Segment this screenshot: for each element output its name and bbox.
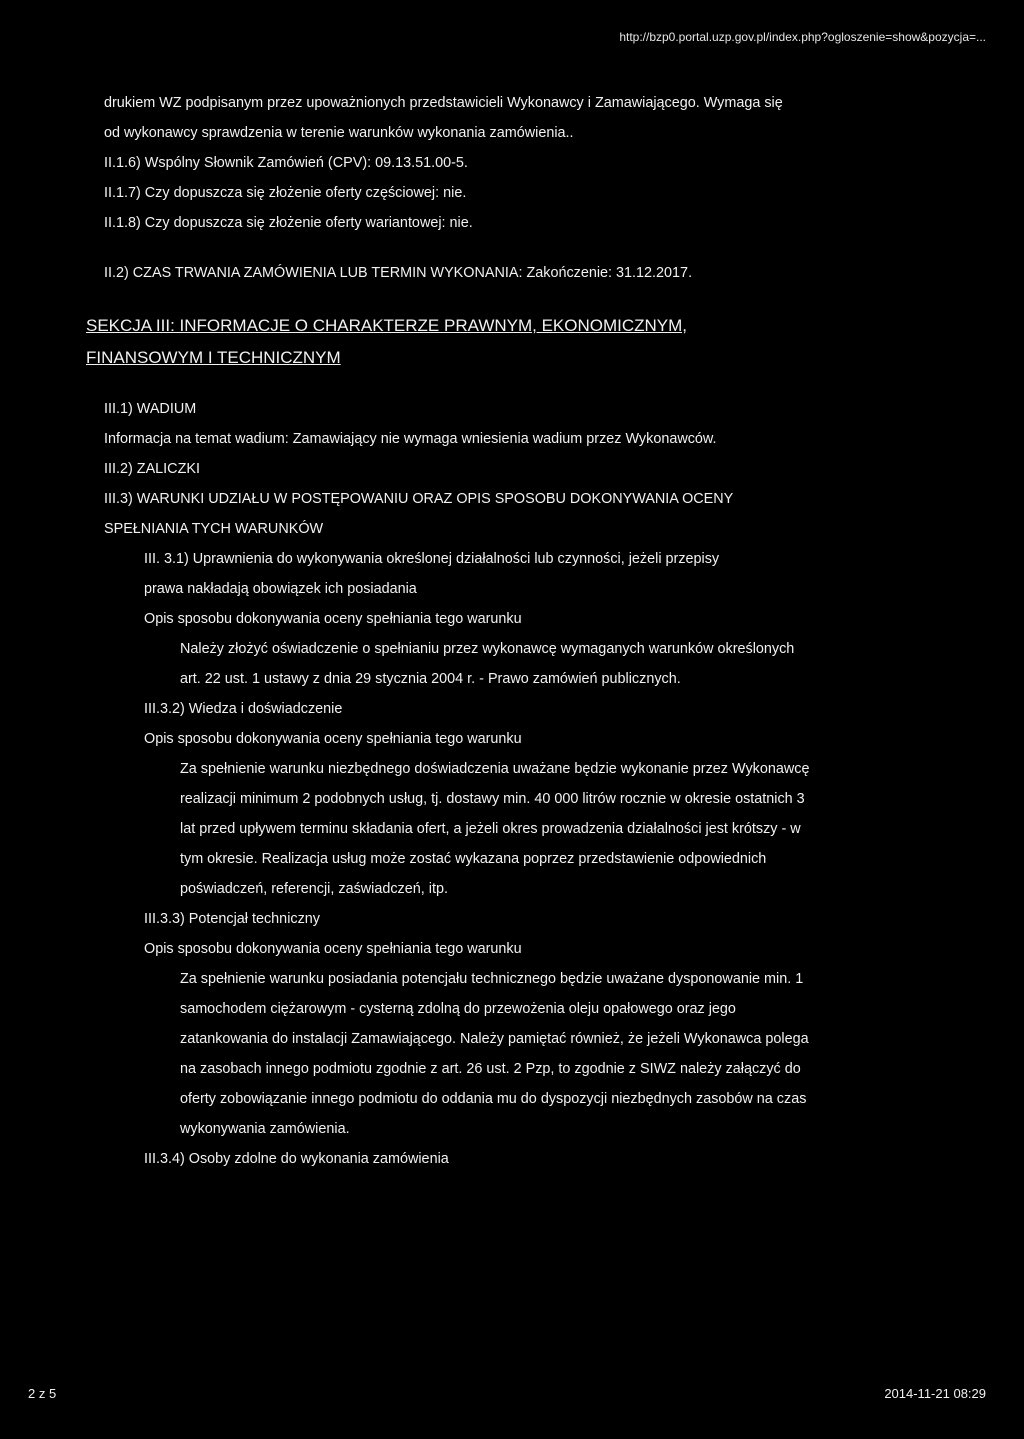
text-line: zatankowania do instalacji Zamawiającego. Należy pamiętać również, że jeżeli Wykonawca polega — [180, 1031, 809, 1047]
text-line: Za spełnienie warunku niezbędnego doświadczenia uważane będzie wykonanie przez Wykonawcę — [180, 761, 810, 777]
page-number: 2 z 5 — [28, 1386, 57, 1401]
text-line: prawa nakładają obowiązek ich posiadania — [144, 581, 417, 597]
subsection-heading: SPEŁNIANIA TYCH WARUNKÓW — [104, 521, 324, 537]
partial-offer-line: II.1.7) Czy dopuszcza się złożenie oferty częściowej: nie. — [104, 185, 467, 201]
condition-heading: III.3.4) Osoby zdolne do wykonania zamówienia — [144, 1151, 449, 1167]
text-line: drukiem WZ podpisanym przez upoważnionych przedstawicieli Wykonawcy i Zamawiającego. Wymaga się — [104, 95, 783, 111]
print-timestamp: 2014-11-21 08:29 — [884, 1386, 986, 1401]
subsection-heading: III.1) WADIUM — [104, 401, 197, 417]
text-line: oferty zobowiązanie innego podmiotu do oddania mu do dyspozycji niezbędnych zasobów na czas — [180, 1091, 807, 1107]
assessment-label: Opis sposobu dokonywania oceny spełniania tego warunku — [144, 611, 522, 627]
text-line: art. 22 ust. 1 ustawy z dnia 29 stycznia 2004 r. - Prawo zamówień publicznych. — [180, 671, 681, 687]
text-line: Należy złożyć oświadczenie o spełnianiu przez wykonawcę wymaganych warunków określonych — [180, 641, 795, 657]
text-line: poświadczeń, referencji, zaświadczeń, itp. — [180, 881, 448, 897]
assessment-label: Opis sposobu dokonywania oceny spełniania tego warunku — [144, 941, 522, 957]
assessment-label: Opis sposobu dokonywania oceny spełniania tego warunku — [144, 731, 522, 747]
text-line: samochodem ciężarowym - cysterną zdolną do przewożenia oleju opałowego oraz jego — [180, 1001, 736, 1017]
section-heading: FINANSOWYM I TECHNICZNYM — [86, 348, 341, 367]
text-line: wykonywania zamówienia. — [180, 1121, 350, 1137]
text-line: tym okresie. Realizacja usług może zostać wykazana poprzez przedstawienie odpowiednich — [180, 851, 767, 867]
condition-heading: III. 3.1) Uprawnienia do wykonywania określonej działalności lub czynności, jeżeli przepisy — [144, 551, 720, 567]
text-line: od wykonawcy sprawdzenia w terenie warunków wykonania zamówienia.. — [104, 125, 574, 141]
cpv-line: II.1.6) Wspólny Słownik Zamówień (CPV): 09.13.51.00-5. — [104, 155, 468, 171]
condition-heading: III.3.2) Wiedza i doświadczenie — [144, 701, 343, 717]
subsection-heading: III.2) ZALICZKI — [104, 461, 200, 477]
variant-offer-line: II.1.8) Czy dopuszcza się złożenie oferty wariantowej: nie. — [104, 215, 473, 231]
document-body — [86, 88, 964, 1174]
text-line: Za spełnienie warunku posiadania potencjału technicznego będzie uważane dysponowanie min. 1 — [180, 971, 804, 987]
section-heading: SEKCJA III: INFORMACJE O CHARAKTERZE PRAWNYM, EKONOMICZNYM, — [86, 316, 688, 335]
duration-line: II.2) CZAS TRWANIA ZAMÓWIENIA LUB TERMIN WYKONANIA: Zakończenie: 31.12.2017. — [104, 265, 693, 281]
subsection-heading: III.3) WARUNKI UDZIAŁU W POSTĘPOWANIU ORAZ OPIS SPOSOBU DOKONYWANIA OCENY — [104, 491, 734, 507]
page-url: http://bzp0.portal.uzp.gov.pl/index.php?ogloszenie=show&pozycja=... — [619, 30, 986, 44]
text-line: Informacja na temat wadium: Zamawiający nie wymaga wniesienia wadium przez Wykonawców. — [104, 431, 717, 447]
text-line: na zasobach innego podmiotu zgodnie z art. 26 ust. 2 Pzp, to zgodnie z SIWZ należy załączyć do — [180, 1061, 801, 1077]
text-line: realizacji minimum 2 podobnych usług, tj. dostawy min. 40 000 litrów rocznie w okresie ostatnich 3 — [180, 791, 805, 807]
text-line: lat przed upływem terminu składania ofert, a jeżeli okres prowadzenia działalności jest krótszy - w — [180, 821, 801, 837]
condition-heading: III.3.3) Potencjał techniczny — [144, 911, 320, 927]
